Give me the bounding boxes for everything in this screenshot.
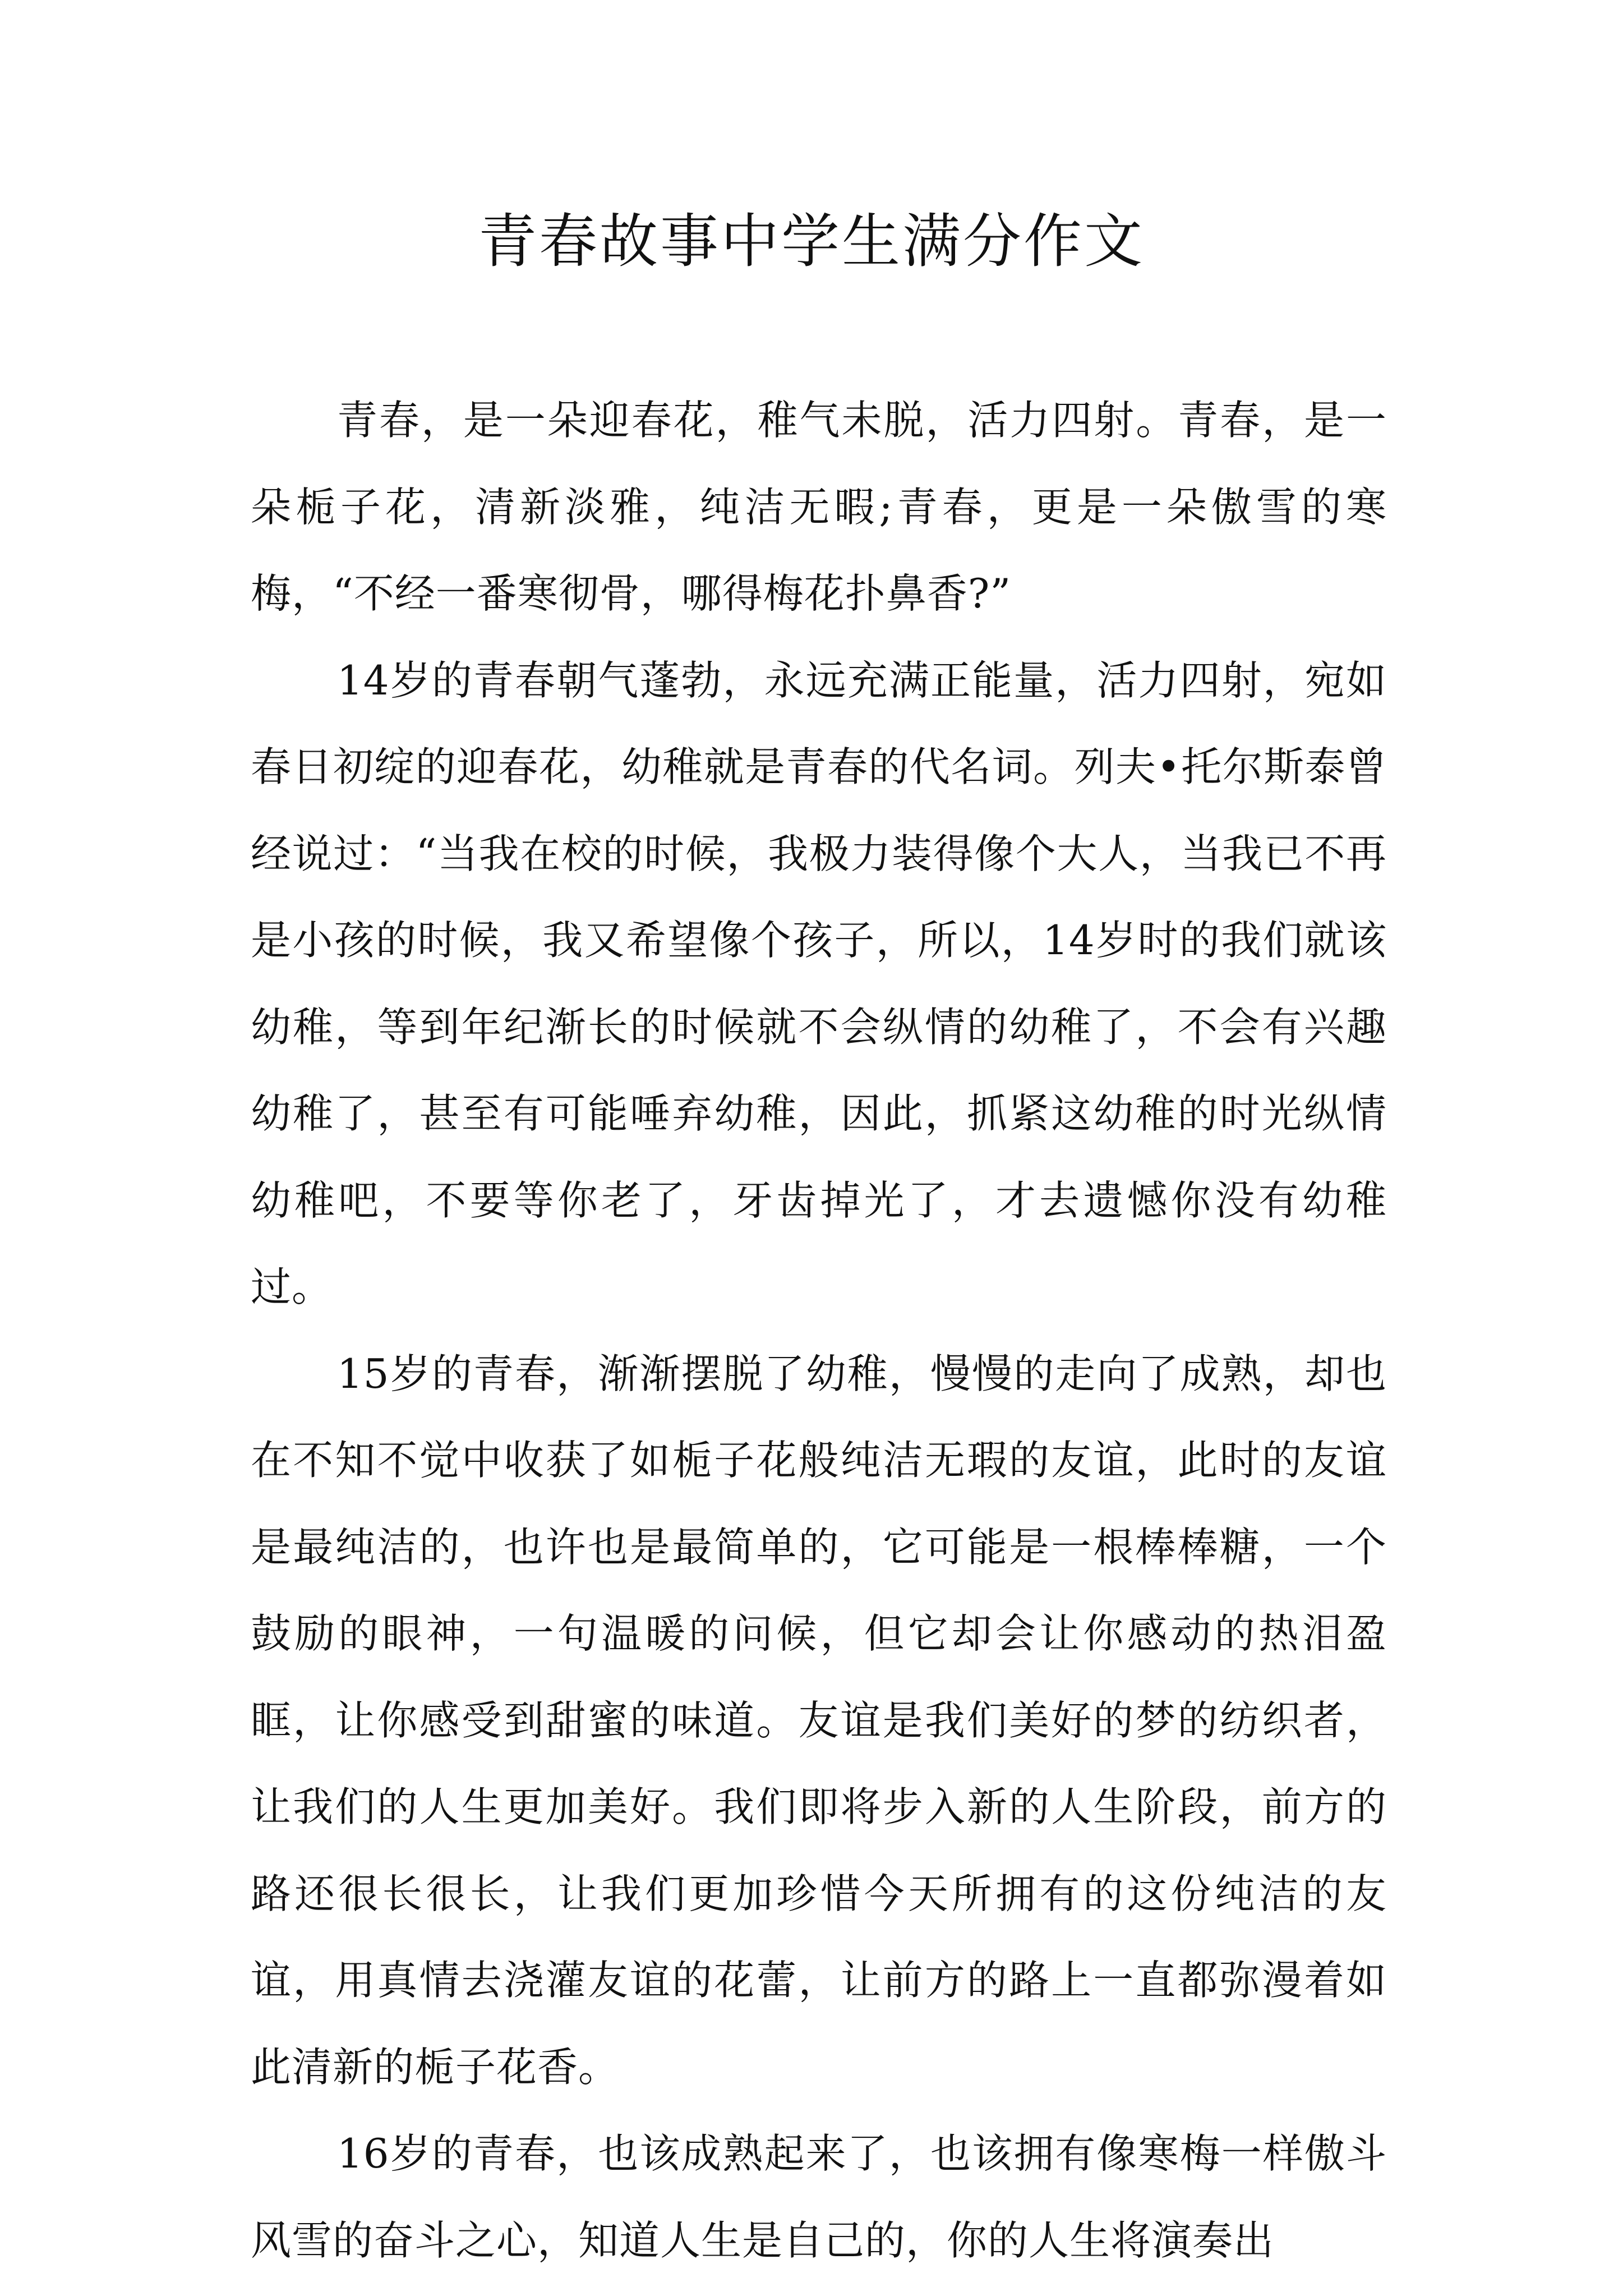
- paragraph-1: 青春，是一朵迎春花，稚气未脱，活力四射。青春，是一朵栀子花，清新淡雅，纯洁无暇;青春，更是一朵傲雪的寒梅，“不经一番寒彻骨，哪得梅花扑鼻香?”: [251, 397, 1387, 617]
- document-body: [251, 377, 1387, 2284]
- paragraph-3: 15岁的青春，渐渐摆脱了幼稚，慢慢的走向了成熟，却也在不知不觉中收获了如栀子花般纯洁无瑕的友谊，此时的友谊是最纯洁的，也许也是最简单的，它可能是一根棒棒糖，一个鼓励的眼神，一句温暖的问候，但它却会让你感动的热泪盈眶，让你感受到甜蜜的味道。友谊是我们美好的梦的纺织者，让我们的人生更加美好。我们即将步入新的人生阶段，前方的路还很长很长，让我们更加珍惜今天所拥有的这份纯洁的友谊，用真情去浇灌友谊的花蕾，让前方的路上一直都弥漫着如此清新的栀子花香。: [251, 1350, 1387, 2091]
- paragraph-2: 14岁的青春朝气蓬勃，永远充满正能量，活力四射，宛如春日初绽的迎春花，幼稚就是青春的代名词。列夫•托尔斯泰曾经说过：“当我在校的时候，我极力装得像个大人，当我已不再是小孩的时候，我又希望像个孩子，所以，14岁时的我们就该幼稚，等到年纪渐长的时候就不会纵情的幼稚了，不会有兴趣幼稚了，甚至有可能唾弃幼稚，因此，抓紧这幼稚的时光纵情幼稚吧，不要等你老了，牙齿掉光了，才去遗憾你没有幼稚过。: [251, 656, 1387, 1310]
- paragraph-4: 16岁的青春，也该成熟起来了，也该拥有像寒梅一样傲斗风雪的奋斗之心，知道人生是自己的，你的人生将演奏出: [251, 2130, 1387, 2264]
- document-title: 青春故事中学生满分作文: [478, 207, 1145, 275]
